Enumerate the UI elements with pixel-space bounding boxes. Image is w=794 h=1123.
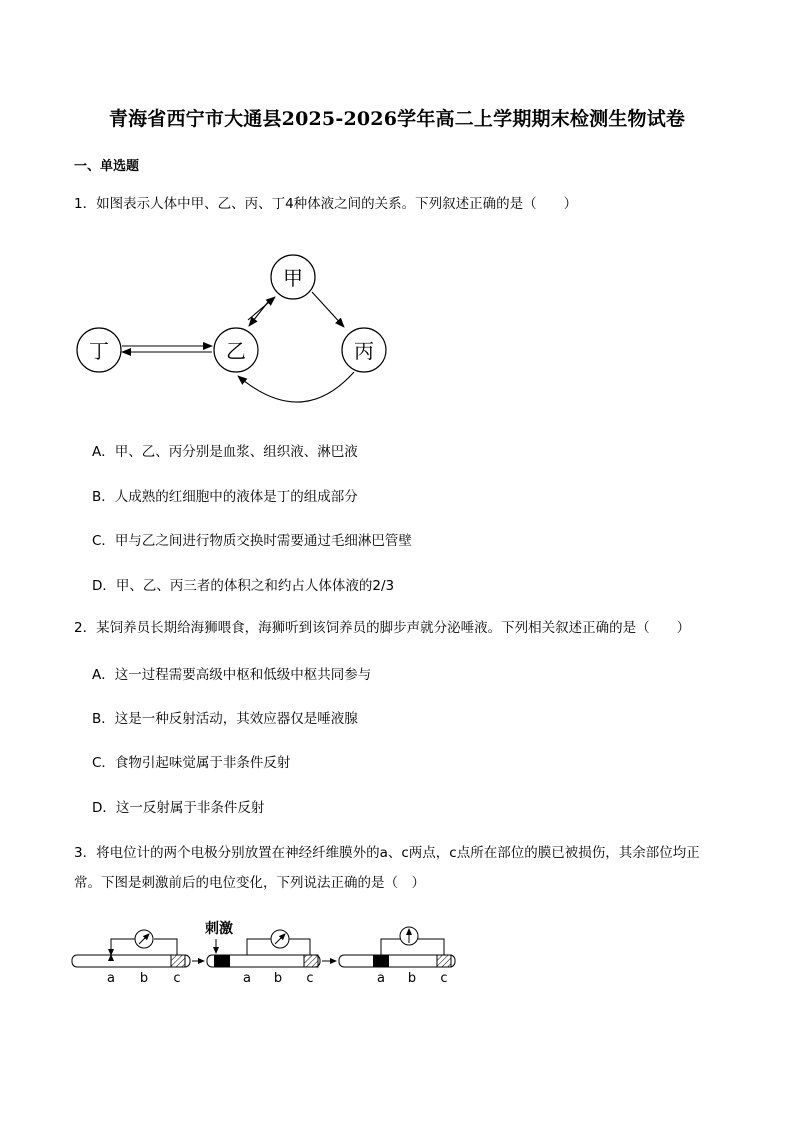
panel-before-stimulus: [72, 930, 190, 986]
svg-text:c: c: [440, 971, 448, 986]
question-2-option-a: A．这一过程需要高级中枢和低级中枢共同参与: [92, 667, 372, 683]
page-title: 青海省西宁市大通县2025-2026学年高二上学期期末检测生物试卷: [108, 108, 686, 130]
svg-text:b: b: [407, 971, 417, 986]
svg-text:b: b: [139, 971, 149, 986]
question-1-option-b: B．人成熟的红细胞中的液体是丁的组成部分: [92, 489, 358, 505]
node-bing-label: 丙: [354, 339, 374, 363]
svg-text:a: a: [243, 971, 251, 986]
nerve-potential-diagram: [60, 910, 480, 990]
svg-text:b: b: [273, 971, 283, 986]
arrow-jia-to-yi: [249, 302, 268, 326]
question-1-option-a: A．甲、乙、丙分别是血浆、组织液、淋巴液: [92, 444, 358, 460]
question-1-option-c: C．甲与乙之间进行物质交换时需要通过毛细淋巴管壁: [92, 533, 412, 549]
arrow-jia-to-bing: [312, 292, 344, 327]
svg-text:a: a: [377, 971, 385, 986]
question-2-stem: 2．某饲养员长期给海狮喂食，海狮听到该饲养员的脚步声就分泌唾液。下列相关叙述正确的是（ ）: [74, 620, 691, 636]
svg-text:c: c: [173, 971, 181, 986]
body-fluid-diagram: [60, 245, 400, 415]
panel-after-stimulus: [339, 927, 455, 986]
arrow-bing-to-yi: [238, 372, 354, 402]
damaged-segment: [171, 955, 185, 967]
question-3-stem: [74, 838, 724, 898]
excited-region: [373, 955, 389, 967]
question-1-stem: 1．如图表示人体中甲、乙、丙、丁4种体液之间的关系。下列叙述正确的是（ ）: [74, 196, 578, 212]
panel-stimulus: [205, 920, 320, 986]
node-yi-label: 乙: [226, 339, 246, 363]
question-3-stem-line-1: 3．将电位计的两个电极分别放置在神经纤维膜外的a、c两点，c点所在部位的膜已被损伤，其余部位均正: [74, 845, 700, 861]
arrow-yi-to-jia: [248, 297, 275, 320]
svg-text:a: a: [107, 971, 115, 986]
node-jia-label: 甲: [283, 266, 303, 290]
question-2-option-d: D．这一反射属于非条件反射: [92, 800, 265, 816]
section-heading: 一、单选题: [74, 159, 140, 174]
question-2-option-b: B．这是一种反射活动，其效应器仅是唾液腺: [92, 711, 358, 727]
node-ding-label: 丁: [89, 339, 109, 363]
stimulus-label: 刺激: [205, 921, 233, 937]
svg-text:c: c: [306, 971, 314, 986]
question-1-option-d: D．甲、乙、丙三者的体积之和约占人体体液的2/3: [92, 578, 395, 594]
question-2-option-c: C．食物引起味觉属于非条件反射: [92, 755, 291, 771]
question-3-stem-line-2: 常。下图是刺激前后的电位变化，下列说法正确的是（ ）: [74, 875, 425, 891]
excited-region: [214, 955, 230, 967]
